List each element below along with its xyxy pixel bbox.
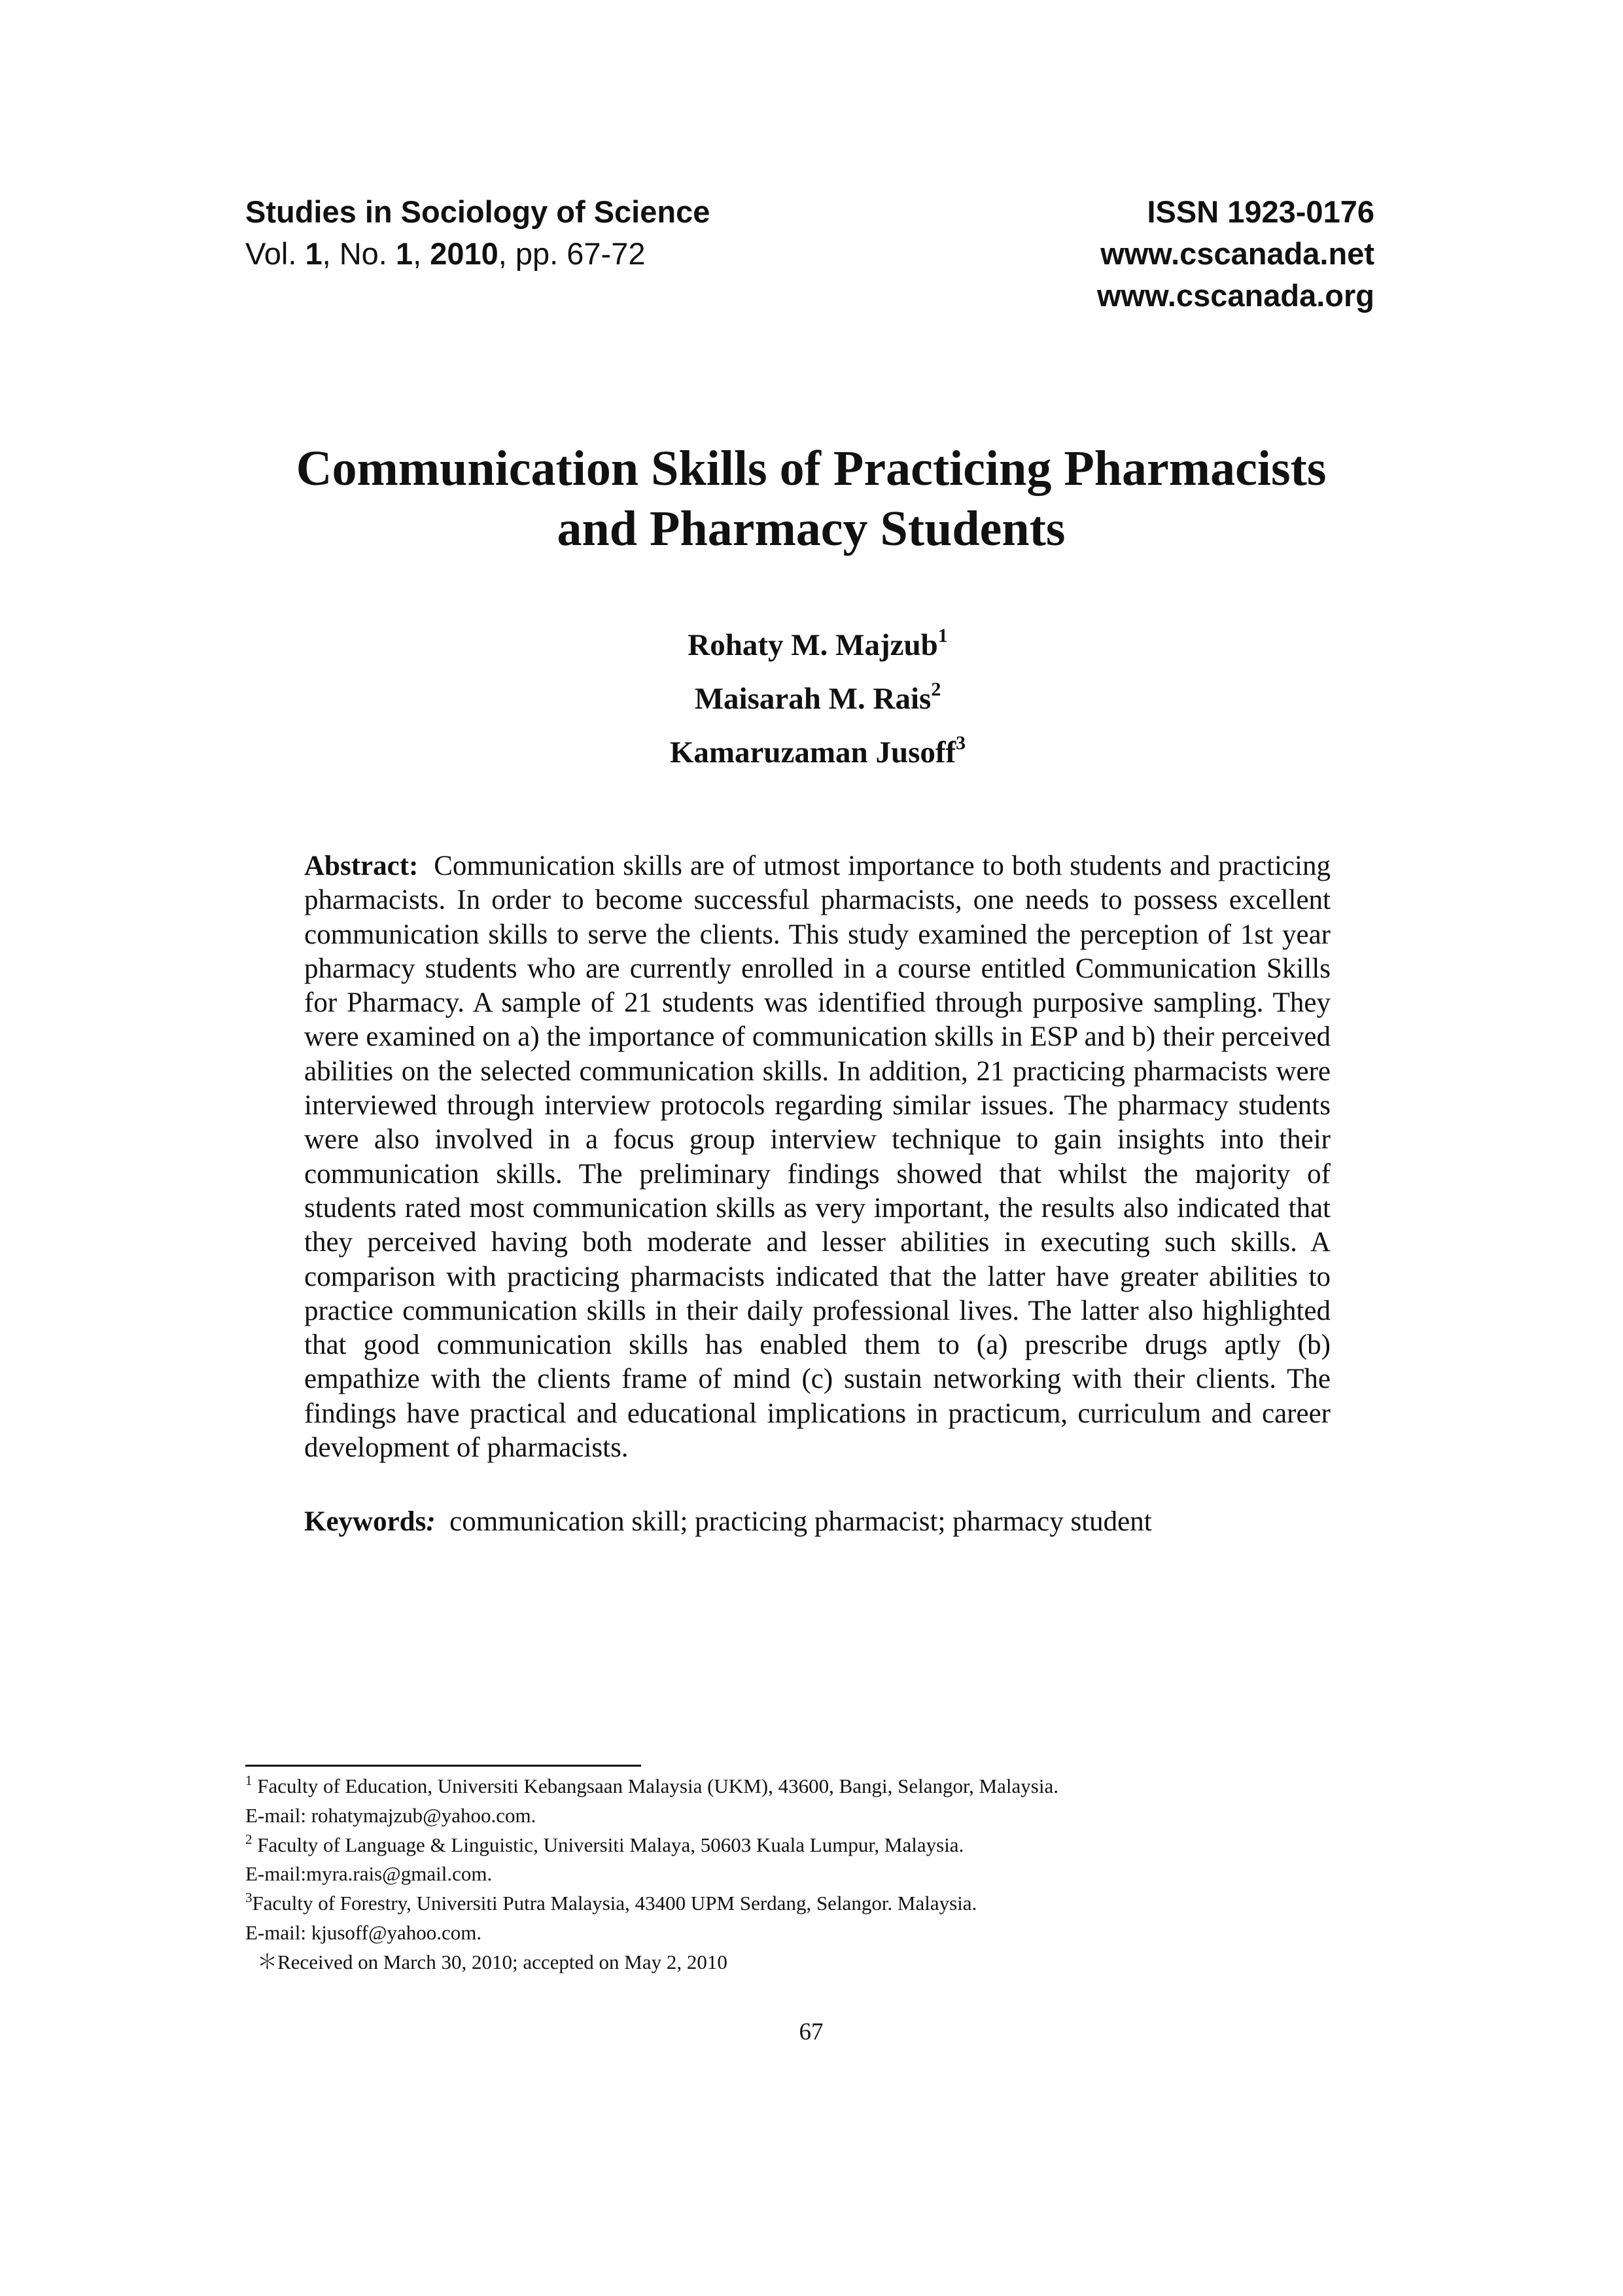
footnote-1 (245, 1772, 1423, 1801)
author-name: Rohaty M. Majzub (688, 628, 938, 662)
footnote-affiliation: Faculty of Forestry, Universiti Putra Malaysia, 43400 UPM Serdang, Selangor. Malaysia. (252, 1892, 977, 1915)
footnote-2 (245, 1831, 1423, 1860)
volume-info (245, 233, 710, 275)
author-affiliation-mark: 2 (931, 679, 941, 700)
keywords-label (304, 1506, 436, 1537)
abstract-text: Communication skills are of utmost importance to both students and practicing pharmacists. In order to become successful pharmacists, one needs to possess excellent communication skills to serve the clients. This study examined the perception of 1st year pharmacy students who are currently enrolled in a course entitled Communication Skills for Pharmacy. A sample of 21 students was identified through purposive sampling. They were examined on a) the importance of communication skills in ESP and b) their perceived abilities on the selected communication skills. In addition, 21 practicing pharmacists were interviewed through interview protocols regarding similar issues. The pharmacy students were also involved in a focus group interview technique to gain insights into their communication skills. The preliminary findings showed that whilst the majority of students rated most communication skills as very important, the results also indicated that they perceived having both moderate and lesser abilities in executing such skills. A comparison with practicing pharmacists indicated that the latter have greater abilities to practice communication skills in their daily professional lives. The latter also highlighted that good communication skills has enabled them to (a) prescribe drugs aptly (b) empathize with the clients frame of mind (c) sustain networking with their clients. The findings have practical and educational implications in practicum, curriculum and career development of pharmacists. (304, 851, 1331, 1464)
year: 2010 (430, 236, 498, 271)
footnote-2-email: E-mail:myra.rais@gmail.com. (245, 1862, 493, 1886)
author-name: Kamaruzaman Jusoff (669, 735, 956, 769)
issue-number: 1 (395, 236, 413, 271)
author (393, 672, 1243, 726)
volume-prefix: Vol. (245, 236, 305, 271)
website-link-net[interactable]: www.cscanada.net (1100, 236, 1374, 271)
footnote-mark: 3 (245, 1890, 253, 1906)
footnote-1-email: E-mail: rohatymajzub@yahoo.com. (245, 1803, 536, 1827)
page-number: 67 (799, 2019, 824, 2045)
title-line-2: and Pharmacy Students (557, 501, 1066, 556)
page-range: , pp. 67-72 (498, 236, 646, 271)
keywords-label-text: Keywords (304, 1506, 427, 1537)
footnotes (245, 1772, 1423, 1977)
keywords (304, 1505, 1331, 1539)
author-list (393, 618, 1243, 779)
footnote-divider (245, 1765, 641, 1767)
received-note: ＊Received on March 30, 2010; accepted on May 2, 2010 (257, 1950, 727, 1973)
abstract-label: Abstract: (304, 851, 419, 881)
footnote-3 (245, 1889, 1423, 1918)
journal-meta (1097, 191, 1374, 317)
issn: ISSN 1923-0176 (1147, 194, 1374, 229)
author-name: Maisarah M. Rais (694, 682, 932, 716)
author-affiliation-mark: 3 (956, 732, 966, 754)
footnote-3-email: E-mail: kjusoff@yahoo.com. (245, 1920, 482, 1944)
website-link-org[interactable]: www.cscanada.org (1096, 278, 1374, 313)
separator: , (413, 236, 430, 271)
footnote-mark: 2 (245, 1831, 253, 1847)
title-line-1: Communication Skills of Practicing Pharmacists (296, 441, 1327, 496)
footnote-mark: 1 (245, 1773, 253, 1788)
author (393, 618, 1243, 672)
author-affiliation-mark: 1 (937, 625, 948, 646)
footnote-affiliation: Faculty of Language & Linguistic, Universiti Malaya, 50603 Kuala Lumpur, Malaysia. (252, 1833, 964, 1856)
volume-number: 1 (305, 236, 323, 271)
keywords-text: communication skill; practicing pharmacist; pharmacy student (449, 1506, 1152, 1537)
paper-title (196, 438, 1426, 559)
journal-name: Studies in Sociology of Science (245, 194, 710, 229)
abstract (304, 849, 1331, 1465)
author (393, 726, 1243, 779)
issue-prefix: , No. (322, 236, 396, 271)
keywords-colon: : (426, 1506, 436, 1537)
journal-header (245, 191, 710, 275)
footnote-affiliation: Faculty of Education, Universiti Kebangsaan Malaysia (UKM), 43600, Bangi, Selangor, Malaysia. (252, 1775, 1058, 1797)
